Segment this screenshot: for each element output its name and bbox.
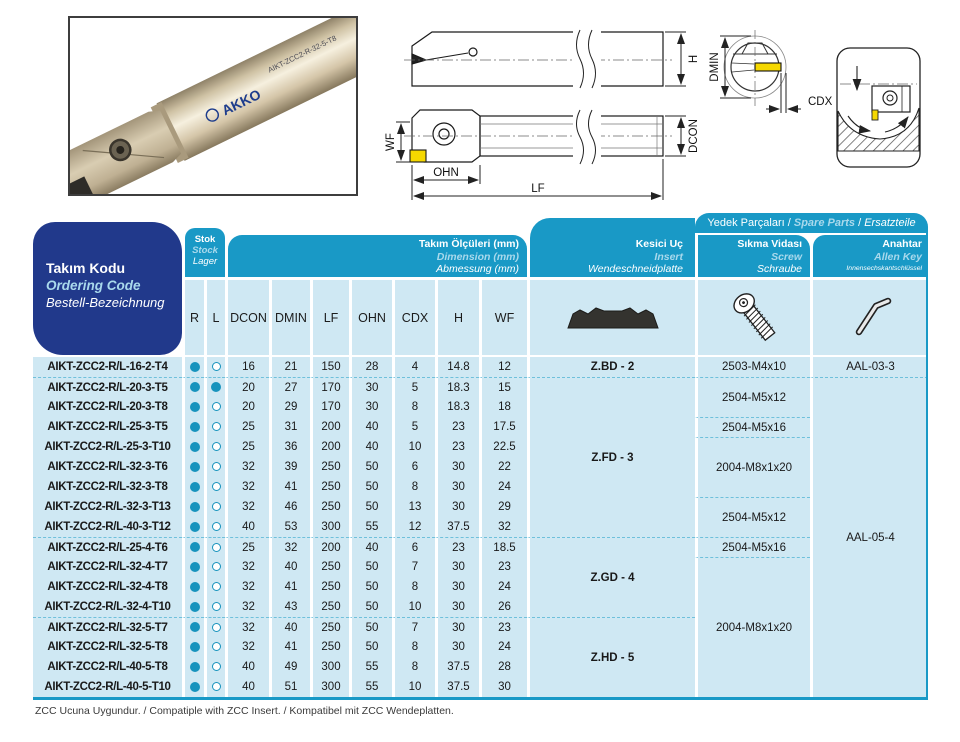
dimension-cell: 30 <box>435 597 479 617</box>
dimension-cell: 40 <box>225 517 269 537</box>
dimension-cell: 22.5 <box>479 437 527 457</box>
stock-dot <box>212 502 221 511</box>
dimension-cell: 10 <box>392 677 435 697</box>
dimension-cell: 200 <box>310 437 349 457</box>
dimension-cell: 18.3 <box>435 397 479 417</box>
dimension-cell: 41 <box>269 637 310 657</box>
clamp-screw-icon <box>726 286 782 346</box>
dimension-cell: 53 <box>269 517 310 537</box>
ordering-code-cell: AIKT-ZCC2-R/L-20-3-T5 <box>33 377 182 397</box>
dimension-cell: 40 <box>225 657 269 677</box>
dimension-cell: 8 <box>392 657 435 677</box>
dimension-cell: 300 <box>310 517 349 537</box>
dimension-cell: 24 <box>479 477 527 497</box>
insert-icon-cell <box>527 280 695 357</box>
stock-dot <box>212 602 221 611</box>
ordering-code-cell: AIKT-ZCC2-R/L-32-4-T7 <box>33 557 182 577</box>
stock-r-cell <box>182 477 204 497</box>
dimension-cell: 37.5 <box>435 517 479 537</box>
stock-l-cell <box>204 437 225 457</box>
dimension-cell: 36 <box>269 437 310 457</box>
dim-label-wf: WF <box>385 133 397 151</box>
insert-cell: Z.GD - 4 <box>527 537 695 617</box>
ordering-code-cell: AIKT-ZCC2-R/L-40-5-T10 <box>33 677 182 697</box>
dimension-cell: 31 <box>269 417 310 437</box>
screw-cell: 2504-M5x12 <box>695 497 810 537</box>
dimension-cell: 30 <box>435 477 479 497</box>
column-header-row <box>33 280 928 357</box>
ordering-code-cell: AIKT-ZCC2-R/L-32-3-T6 <box>33 457 182 477</box>
stock-r-cell <box>182 377 204 397</box>
stock-r-cell <box>182 517 204 537</box>
column-header-blank <box>33 280 182 357</box>
stock-l-cell <box>204 617 225 637</box>
dimension-cell: 250 <box>310 637 349 657</box>
dimension-cell: 55 <box>349 657 392 677</box>
stock-l-cell <box>204 677 225 697</box>
column-header-dmin: DMIN <box>269 280 310 357</box>
dimension-cell: 50 <box>349 637 392 657</box>
dimension-cell: 27 <box>269 377 310 397</box>
stock-dot <box>212 422 221 431</box>
dimension-cell: 32 <box>225 597 269 617</box>
stock-dot <box>190 682 200 692</box>
table-row <box>33 437 928 457</box>
spare-parts-header: Yedek Parçaları / Spare Parts / Ersatzteile <box>695 213 928 233</box>
dimension-cell: 6 <box>392 457 435 477</box>
screw-header: Sıkma Vidası Screw Schraube <box>698 235 810 277</box>
dimension-cell: 28 <box>349 357 392 377</box>
dimension-cell: 10 <box>392 437 435 457</box>
stock-dot <box>190 562 200 572</box>
stock-l-cell <box>204 577 225 597</box>
dimension-cell: 32 <box>225 557 269 577</box>
table-row <box>33 537 928 557</box>
dimension-cell: 23 <box>435 537 479 557</box>
ordering-code-cell: AIKT-ZCC2-R/L-32-3-T13 <box>33 497 182 517</box>
dimension-cell: 24 <box>479 637 527 657</box>
stock-l-cell <box>204 597 225 617</box>
dimension-cell: 8 <box>392 397 435 417</box>
dimension-cell: 40 <box>349 537 392 557</box>
column-header-ohn: OHN <box>349 280 392 357</box>
stock-r-cell <box>182 577 204 597</box>
compatibility-note: ZCC Ucuna Uygundur. / Compatiple with ZCC Insert. / Kompatibel mit ZCC Wendeplatten. <box>35 705 454 717</box>
stock-dot <box>212 522 221 531</box>
stock-dot <box>212 482 221 491</box>
dim-label-dcon: DCON <box>688 119 700 153</box>
column-header-lf: LF <box>310 280 349 357</box>
brand-logo-text: AKKO <box>219 85 264 119</box>
dimension-cell: 50 <box>349 577 392 597</box>
dimension-cell: 51 <box>269 677 310 697</box>
dimension-cell: 50 <box>349 617 392 637</box>
stock-l-cell <box>204 537 225 557</box>
dimension-cell: 21 <box>269 357 310 377</box>
stock-dot <box>190 662 200 672</box>
allen-cell: AAL-05-4 <box>810 377 928 697</box>
dimension-cell: 4 <box>392 357 435 377</box>
dimension-cell: 23 <box>479 617 527 637</box>
stock-l-cell <box>204 477 225 497</box>
dimension-cell: 40 <box>269 557 310 577</box>
table-row <box>33 417 928 437</box>
dimension-cell: 6 <box>392 537 435 557</box>
stock-r-cell <box>182 617 204 637</box>
dimension-cell: 30 <box>479 677 527 697</box>
dimension-cell: 24 <box>479 577 527 597</box>
stock-dot <box>211 382 221 392</box>
dimension-cell: 7 <box>392 557 435 577</box>
insert-cell: Z.HD - 5 <box>527 617 695 697</box>
stock-dot <box>190 502 200 512</box>
stock-r-cell <box>182 677 204 697</box>
stock-dot <box>212 662 221 671</box>
dim-label-cdx: CDX <box>808 96 833 108</box>
dimension-cell: 29 <box>479 497 527 517</box>
dimension-cell: 5 <box>392 377 435 397</box>
insert-header: Kesici Uç Insert Wendeschneidplatte <box>530 218 695 277</box>
column-header-h: H <box>435 280 479 357</box>
dimension-cell: 41 <box>269 577 310 597</box>
dimension-cell: 50 <box>349 497 392 517</box>
ordering-code-cell: AIKT-ZCC2-R/L-32-5-T8 <box>33 637 182 657</box>
dimension-cell: 7 <box>392 617 435 637</box>
dimension-cell: 20 <box>225 397 269 417</box>
stock-l-cell <box>204 357 225 377</box>
dimension-cell: 14.8 <box>435 357 479 377</box>
stock-dot <box>190 402 200 412</box>
dimension-cell: 250 <box>310 457 349 477</box>
front-view-drawing <box>724 30 786 106</box>
dimension-cell: 18.5 <box>479 537 527 557</box>
dim-label-dmin: DMIN <box>709 52 721 82</box>
stock-l-cell <box>204 417 225 437</box>
stock-l-cell <box>204 377 225 397</box>
dimension-cell: 8 <box>392 477 435 497</box>
dimension-cell: 18 <box>479 397 527 417</box>
stock-dot <box>190 522 200 532</box>
stock-r-cell <box>182 657 204 677</box>
stock-r-cell <box>182 637 204 657</box>
dimension-cell: 55 <box>349 677 392 697</box>
dimension-cell: 250 <box>310 477 349 497</box>
allen-cell: AAL-03-3 <box>810 357 928 377</box>
stock-dot <box>212 642 221 651</box>
screw-cell: 2004-M8x1x20 <box>695 437 810 497</box>
dimension-cell: 41 <box>269 477 310 497</box>
tool-photo-render <box>70 18 356 194</box>
dimension-cell: 250 <box>310 597 349 617</box>
dimension-cell: 15 <box>479 377 527 397</box>
stock-dot <box>190 602 200 612</box>
stock-r-cell <box>182 597 204 617</box>
stock-r-cell <box>182 537 204 557</box>
stock-dot <box>190 382 200 392</box>
table-row <box>33 557 928 577</box>
table-right-rule <box>926 232 928 698</box>
stock-dot <box>212 362 221 371</box>
dim-label-ohn: OHN <box>433 167 459 179</box>
dimension-cell: 32 <box>225 457 269 477</box>
dimension-cell: 150 <box>310 357 349 377</box>
dimension-cell: 30 <box>435 617 479 637</box>
screw-icon-cell <box>695 280 810 357</box>
dimension-cell: 200 <box>310 417 349 437</box>
dimension-cell: 23 <box>435 417 479 437</box>
dimension-cell: 250 <box>310 557 349 577</box>
technical-drawing <box>380 10 940 210</box>
ordering-code-cell: AIKT-ZCC2-R/L-32-3-T8 <box>33 477 182 497</box>
dimension-cell: 40 <box>225 677 269 697</box>
dimension-cell: 170 <box>310 377 349 397</box>
dimension-cell: 8 <box>392 577 435 597</box>
ordering-code-cell: AIKT-ZCC2-R/L-32-4-T8 <box>33 577 182 597</box>
dim-label-h: H <box>688 54 700 64</box>
dimension-cell: 32 <box>269 537 310 557</box>
screw-cell: 2504-M5x16 <box>695 417 810 437</box>
dimension-cell: 37.5 <box>435 657 479 677</box>
dimension-cell: 39 <box>269 457 310 477</box>
dimension-cell: 5 <box>392 417 435 437</box>
ordering-code-cell: AIKT-ZCC2-R/L-20-3-T8 <box>33 397 182 417</box>
dimension-cell: 250 <box>310 617 349 637</box>
dimension-cell: 29 <box>269 397 310 417</box>
dimension-cell: 10 <box>392 597 435 617</box>
screw-cell: 2004-M8x1x20 <box>695 557 810 697</box>
dimension-cell: 32 <box>225 497 269 517</box>
dimension-cell: 18.3 <box>435 377 479 397</box>
dimension-cell: 32 <box>225 577 269 597</box>
stock-dot <box>190 482 200 492</box>
ordering-code-cell: AIKT-ZCC2-R/L-25-4-T6 <box>33 537 182 557</box>
dimensions-header: Takım Ölçüleri (mm) Dimension (mm) Abmessung (mm) <box>228 235 527 277</box>
dimension-cell: 25 <box>225 437 269 457</box>
stock-l-cell <box>204 657 225 677</box>
side-view-drawing <box>412 32 663 86</box>
dimension-cell: 32 <box>225 477 269 497</box>
dimension-cell: 28 <box>479 657 527 677</box>
stock-r-cell <box>182 417 204 437</box>
ordering-code-cell: AIKT-ZCC2-R/L-40-5-T8 <box>33 657 182 677</box>
stock-l-cell <box>204 397 225 417</box>
allen-key-icon <box>848 291 894 341</box>
dimension-cell: 200 <box>310 537 349 557</box>
dimension-cell: 22 <box>479 457 527 477</box>
stock-r-cell <box>182 557 204 577</box>
stock-r-cell <box>182 437 204 457</box>
ordering-code-cell: AIKT-ZCC2-R/L-25-3-T10 <box>33 437 182 457</box>
dim-label-lf: LF <box>531 183 545 195</box>
dimension-cell: 30 <box>435 497 479 517</box>
dimension-cell: 43 <box>269 597 310 617</box>
dimension-cell: 12 <box>392 517 435 537</box>
ordering-code-cell: AIKT-ZCC2-R/L-32-4-T10 <box>33 597 182 617</box>
screw-cell: 2504-M5x12 <box>695 377 810 417</box>
stock-l-cell <box>204 517 225 537</box>
stock-dot <box>212 442 221 451</box>
stock-dot <box>212 682 221 691</box>
column-header-r: R <box>182 280 204 357</box>
product-photo <box>68 16 358 196</box>
column-header-cdx: CDX <box>392 280 435 357</box>
dimension-cell: 25 <box>225 537 269 557</box>
stock-dot <box>190 622 200 632</box>
application-view-drawing <box>837 48 920 167</box>
dimension-cell: 49 <box>269 657 310 677</box>
stock-r-cell <box>182 397 204 417</box>
stock-r-cell <box>182 497 204 517</box>
dimension-cell: 30 <box>435 557 479 577</box>
column-header-dcon: DCON <box>225 280 269 357</box>
table-row <box>33 497 928 517</box>
dimension-cell: 30 <box>349 397 392 417</box>
dimension-cell: 40 <box>349 417 392 437</box>
ordering-table <box>33 213 928 718</box>
stock-dot <box>190 422 200 432</box>
dimension-cell: 30 <box>435 637 479 657</box>
grooving-insert-icon <box>565 301 661 331</box>
dimension-cell: 55 <box>349 517 392 537</box>
stock-l-cell <box>204 637 225 657</box>
stock-dot <box>190 462 200 472</box>
dimension-cell: 17.5 <box>479 417 527 437</box>
table-row <box>33 377 928 397</box>
dimension-cell: 25 <box>225 417 269 437</box>
dimension-cell: 170 <box>310 397 349 417</box>
dimension-cell: 26 <box>479 597 527 617</box>
dimension-cell: 250 <box>310 577 349 597</box>
dimension-cell: 50 <box>349 557 392 577</box>
dimension-cell: 20 <box>225 377 269 397</box>
dimension-cell: 16 <box>225 357 269 377</box>
stock-dot <box>190 362 200 372</box>
dimension-cell: 12 <box>479 357 527 377</box>
ordering-code-header: Takım Kodu Ordering Code Bestell-Bezeichnung <box>33 222 182 355</box>
screw-cell: 2503-M4x10 <box>695 357 810 377</box>
stock-dot <box>212 562 221 571</box>
dimension-cell: 40 <box>349 437 392 457</box>
dimension-cell: 300 <box>310 677 349 697</box>
table-bottom-rule <box>33 697 928 700</box>
screw-cell: 2504-M5x16 <box>695 537 810 557</box>
column-header-l: L <box>204 280 225 357</box>
stock-r-cell <box>182 357 204 377</box>
stock-dot <box>212 462 221 471</box>
stock-dot <box>190 582 200 592</box>
insert-cell: Z.FD - 3 <box>527 377 695 537</box>
ordering-code-cell: AIKT-ZCC2-R/L-16-2-T4 <box>33 357 182 377</box>
dimension-cell: 50 <box>349 597 392 617</box>
dimension-cell: 8 <box>392 637 435 657</box>
stock-dot <box>190 442 200 452</box>
stock-l-cell <box>204 457 225 477</box>
ordering-code-cell: AIKT-ZCC2-R/L-40-3-T12 <box>33 517 182 537</box>
dimension-cell: 32 <box>225 637 269 657</box>
dimension-cell: 37.5 <box>435 677 479 697</box>
stock-dot <box>212 623 221 632</box>
allen-key-icon-cell <box>810 280 928 357</box>
stock-header: Stok Stock Lager <box>185 228 225 277</box>
dimension-cell: 30 <box>435 577 479 597</box>
dimension-cell: 50 <box>349 477 392 497</box>
dimension-cell: 23 <box>435 437 479 457</box>
dimension-cell: 40 <box>269 617 310 637</box>
ordering-code-cell: AIKT-ZCC2-R/L-32-5-T7 <box>33 617 182 637</box>
stock-dot <box>212 582 221 591</box>
stock-l-cell <box>204 557 225 577</box>
dimension-cell: 46 <box>269 497 310 517</box>
dimension-cell: 32 <box>479 517 527 537</box>
dimension-cell: 13 <box>392 497 435 517</box>
stock-r-cell <box>182 457 204 477</box>
stock-l-cell <box>204 497 225 517</box>
stock-dot <box>190 542 200 552</box>
dimension-cell: 30 <box>349 377 392 397</box>
dimension-cell: 250 <box>310 497 349 517</box>
dimension-cell: 23 <box>479 557 527 577</box>
allen-key-header: Anahtar Allen Key Innensechskantschlüssel <box>813 235 928 277</box>
dimension-cell: 32 <box>225 617 269 637</box>
ordering-code-cell: AIKT-ZCC2-R/L-25-3-T5 <box>33 417 182 437</box>
table-row <box>33 357 928 377</box>
tool-marking-text: AIKT-ZCC2-R-32-5-T8 <box>266 33 338 75</box>
stock-dot <box>212 543 221 552</box>
ordering-data-table <box>33 280 928 697</box>
insert-cell: Z.BD - 2 <box>527 357 695 377</box>
dimension-cell: 30 <box>435 457 479 477</box>
dimension-cell: 50 <box>349 457 392 477</box>
stock-dot <box>190 642 200 652</box>
column-header-wf: WF <box>479 280 527 357</box>
dimension-cell: 300 <box>310 657 349 677</box>
stock-dot <box>212 402 221 411</box>
